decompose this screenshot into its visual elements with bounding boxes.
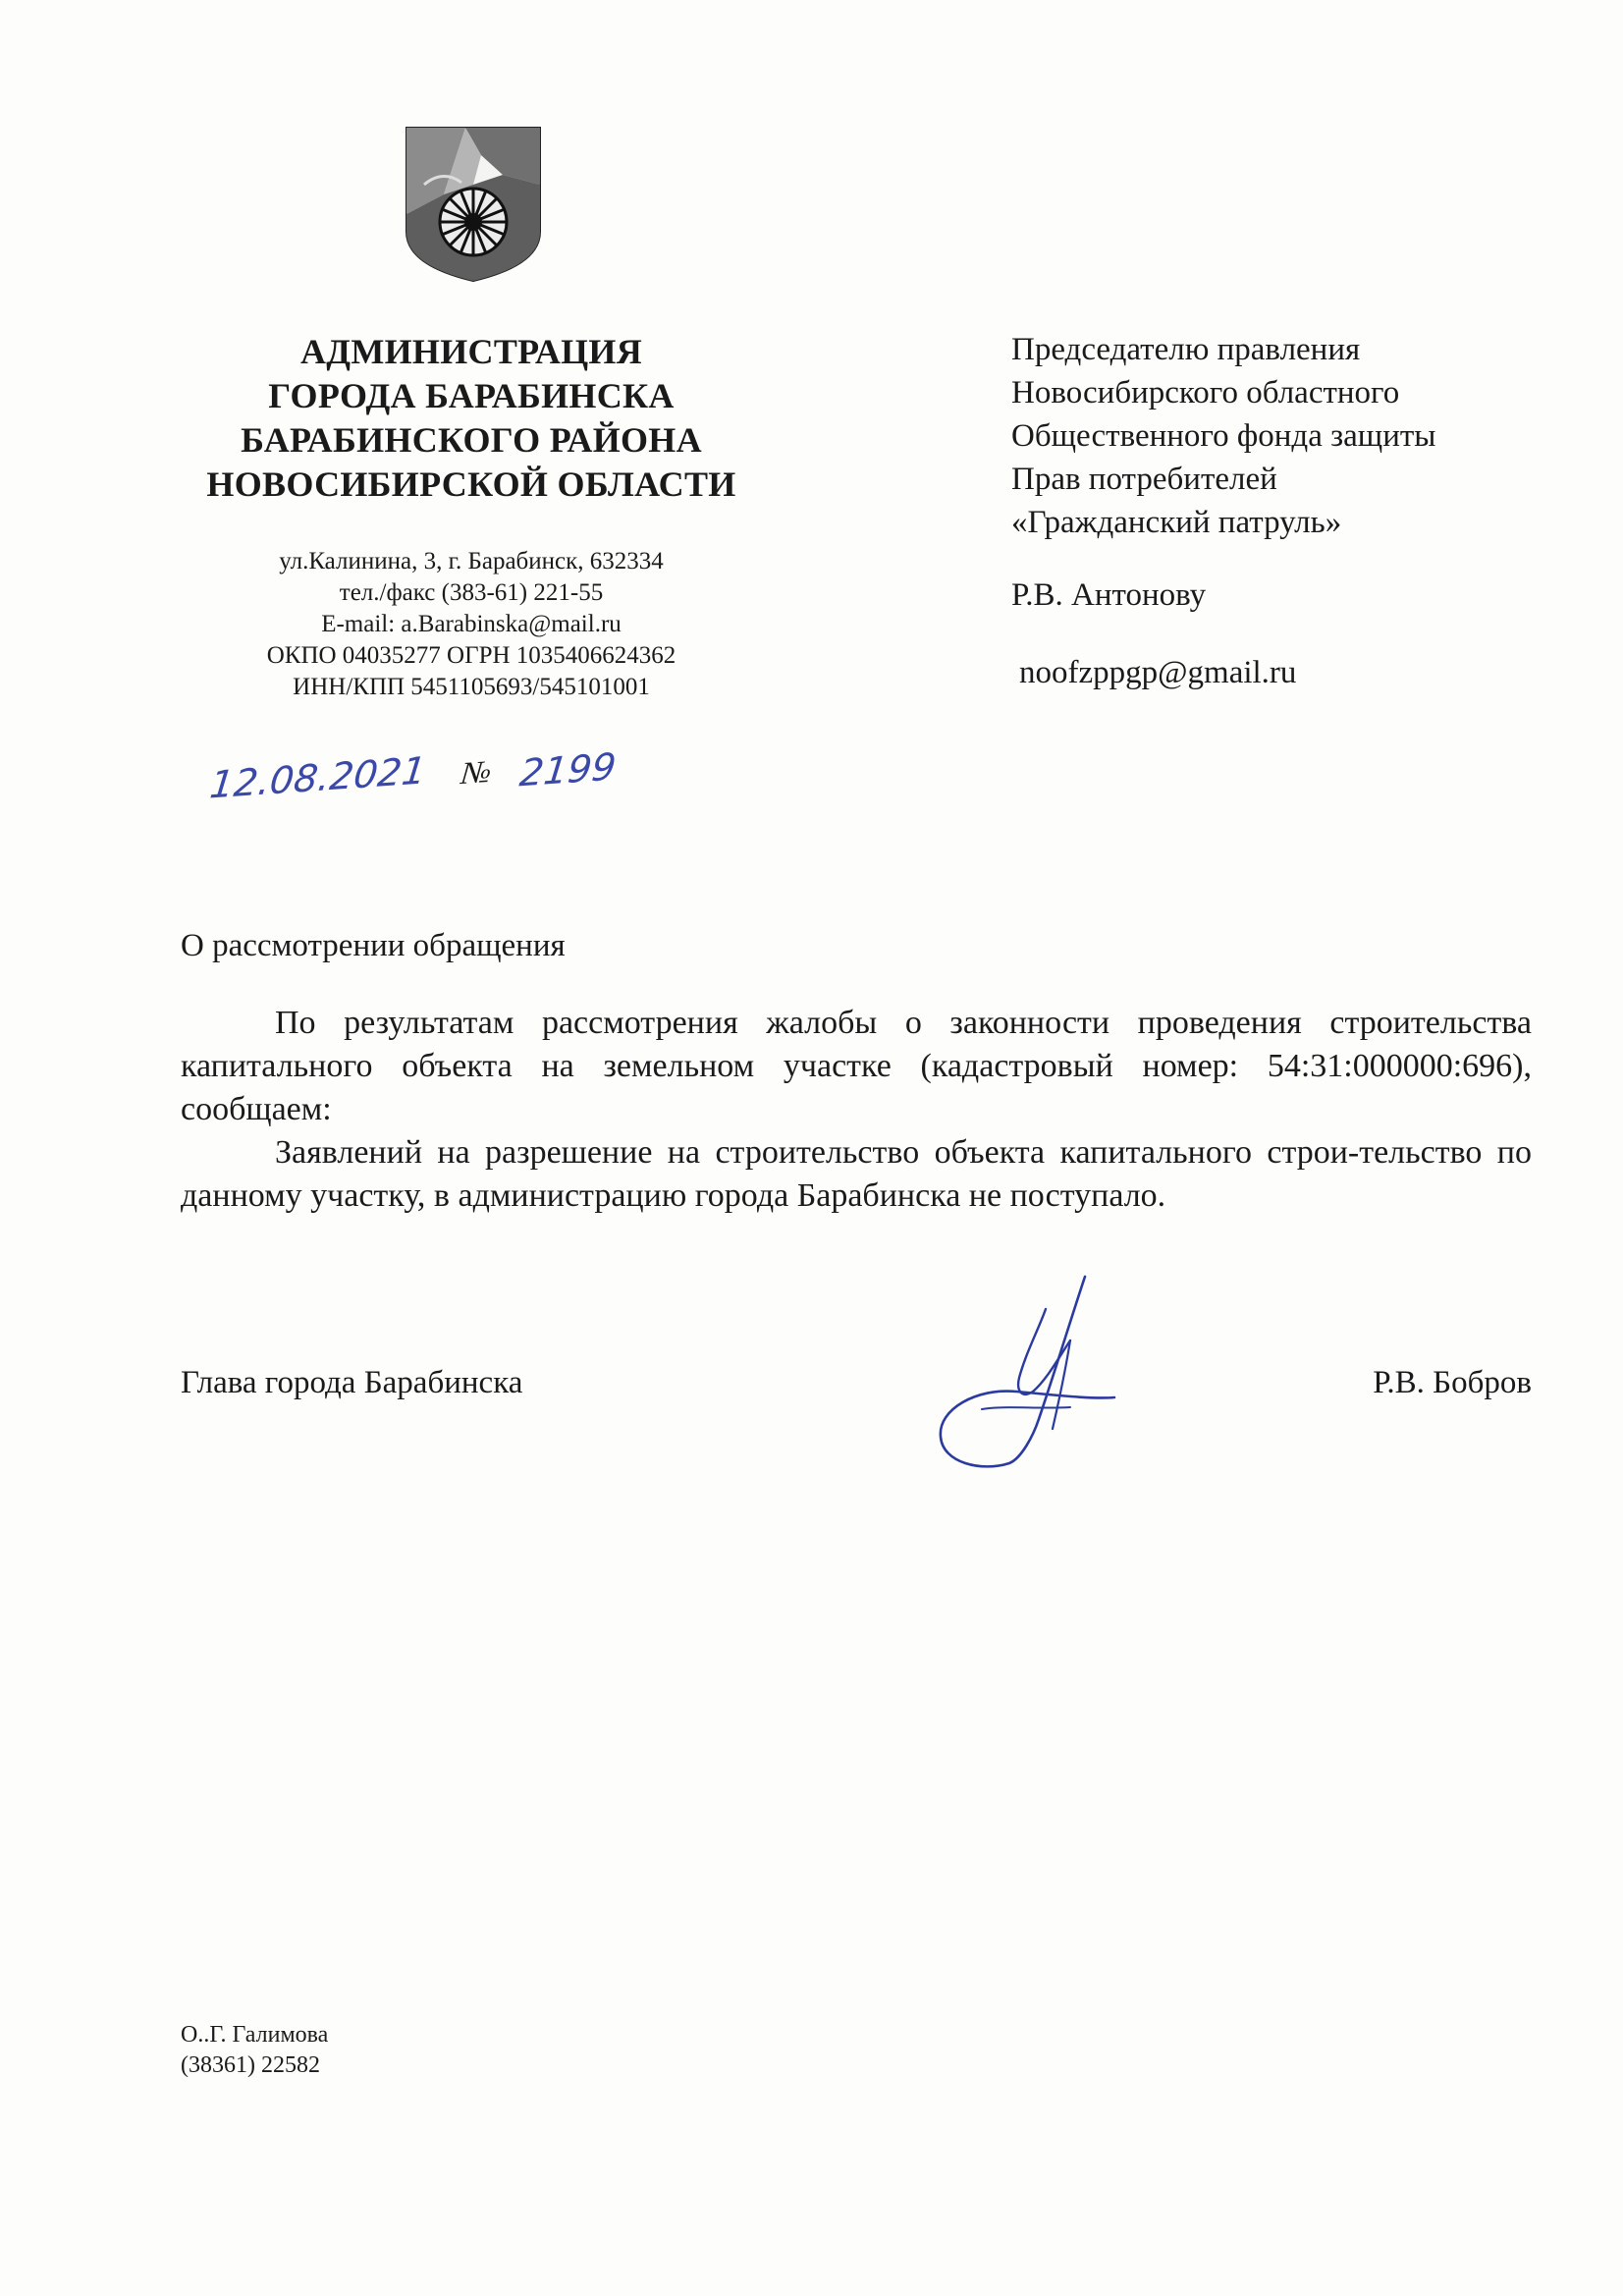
signatory-title: Глава города Барабинска bbox=[181, 1365, 523, 1400]
org-okpo-ogrn: ОКПО 04035277 ОГРН 1035406624362 bbox=[266, 642, 676, 669]
recipient-line-5: «Гражданский патруль» bbox=[1011, 505, 1342, 540]
letter-body bbox=[181, 1002, 1532, 1218]
registration-number: 2199 bbox=[517, 744, 619, 795]
executor-block bbox=[181, 2020, 328, 2081]
executor-name: О..Г. Галимова bbox=[181, 2022, 329, 2048]
recipient-line-1: Председателю правления bbox=[1011, 332, 1361, 367]
org-contacts bbox=[172, 546, 771, 703]
org-address: ул.Калинина, 3, г. Барабинск, 632334 bbox=[279, 548, 664, 574]
registration-number-sign: № bbox=[459, 752, 494, 792]
sender-organization-block bbox=[172, 330, 771, 703]
registration-line bbox=[207, 744, 663, 807]
org-name-line-3: БАРАБИНСКОГО РАЙОНА bbox=[241, 420, 702, 460]
coat-of-arms-emblem bbox=[405, 126, 542, 283]
signatory-name: Р.В. Бобров bbox=[1373, 1365, 1532, 1400]
recipient-block bbox=[1011, 328, 1561, 694]
registration-date: 12.08.2021 bbox=[207, 748, 428, 807]
executor-phone: (38361) 22582 bbox=[181, 2052, 320, 2078]
org-inn-kpp: ИНН/КПП 5451105693/545101001 bbox=[293, 674, 650, 700]
recipient-line-2: Новосибирского областного bbox=[1011, 375, 1400, 410]
org-phone-fax: тел./факс (383-61) 221-55 bbox=[339, 579, 604, 606]
org-email: E-mail: a.Barabinska@mail.ru bbox=[321, 611, 622, 637]
letter-subject: О рассмотрении обращения bbox=[181, 928, 566, 963]
body-paragraph-2: Заявлений на разрешение на строительство объекта капитального строи-тельство по данному участку, в администрацию города Барабинска не поступало. bbox=[181, 1134, 1532, 1214]
recipient-name: Р.В. Антонову bbox=[1011, 577, 1207, 613]
org-name-line-2: ГОРОДА БАРАБИНСКА bbox=[268, 376, 675, 415]
recipient-email: noofzppgp@gmail.ru bbox=[1019, 655, 1297, 690]
body-paragraph-1: По результатам рассмотрения жалобы о законности проведения строительства капитального объекта на земельном участке (кадастровый номер: 54:31:000000:696), сообщаем: bbox=[181, 1005, 1532, 1127]
org-name-line-4: НОВОСИБИРСКОЙ ОБЛАСТИ bbox=[206, 465, 736, 504]
recipient-line-4: Прав потребителей bbox=[1011, 462, 1277, 497]
handwritten-signature bbox=[923, 1262, 1119, 1473]
org-name-line-1: АДМИНИСТРАЦИЯ bbox=[299, 332, 643, 371]
recipient-line-3: Общественного фонда защиты bbox=[1011, 418, 1436, 454]
